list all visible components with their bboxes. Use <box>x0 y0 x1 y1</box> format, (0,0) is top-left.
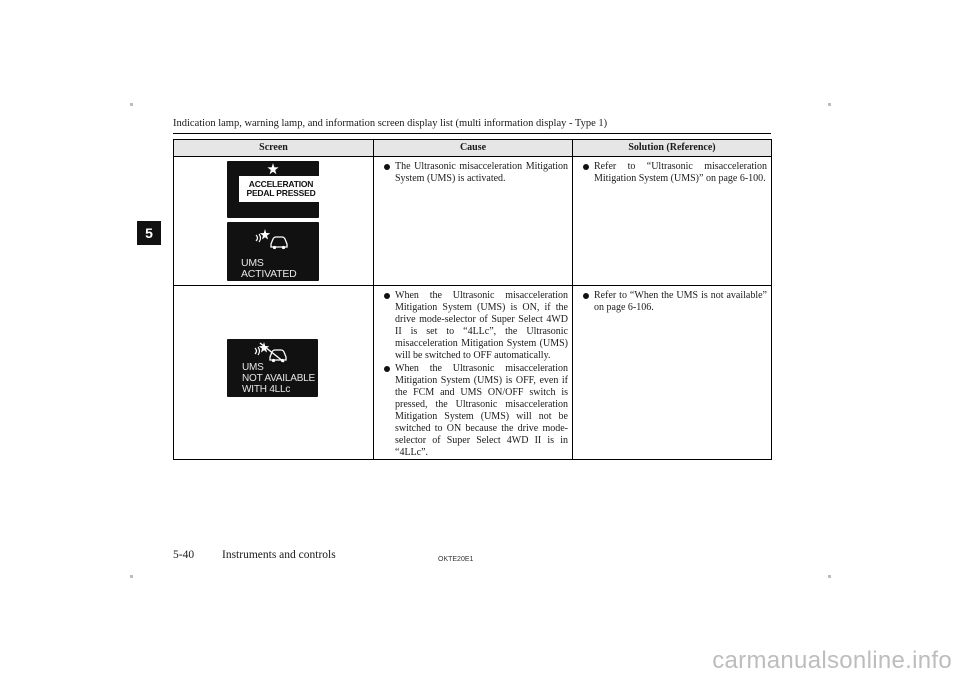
solution-cell <box>573 286 772 460</box>
screen-image-ums-activated <box>227 222 319 281</box>
cause-item: When the Ultrasonic misacceleration Mitigation System (UMS) is OFF, even if the FCM and UMS ON/OFF switch is pressed, the Ultrasonic misacceleration Mitigation System (UMS) will not be switched to ON because the drive mode-selector of Super Select 4WD II is in “4LLc”. <box>378 363 568 460</box>
ums-activated-icon <box>255 228 289 250</box>
screen-cell <box>174 286 374 460</box>
solution-cell <box>573 157 772 286</box>
table-header-row <box>174 140 772 157</box>
solution-list <box>573 286 771 314</box>
column-header-cause: Cause <box>374 140 573 157</box>
cause-cell <box>374 286 573 460</box>
table-row <box>174 286 772 460</box>
crop-mark <box>828 103 831 106</box>
ums-warning-icon <box>263 163 283 176</box>
page-number: 5-40 <box>173 549 195 561</box>
ums-activated-text: UMS ACTIVATED <box>241 257 297 280</box>
ums-line-1: UMS <box>242 362 264 373</box>
cause-list <box>374 286 572 459</box>
solution-list <box>573 157 771 185</box>
solution-item: Refer to “Ultrasonic misacceleration Mitigation System (UMS)” on page 6-100. <box>577 161 767 185</box>
cause-list <box>374 157 572 185</box>
watermark: carmanualsonline.info <box>712 647 952 674</box>
panel-line-1: ACCELERATION <box>248 179 314 189</box>
table-row <box>174 157 772 286</box>
solution-item: Refer to “When the UMS is not available” on page 6-106. <box>577 290 767 314</box>
display-list-table <box>173 139 772 460</box>
column-header-solution: Solution (Reference) <box>573 140 772 157</box>
document-code: OKTE20E1 <box>438 556 474 563</box>
cause-cell <box>374 157 573 286</box>
cause-item: The Ultrasonic misacceleration Mitigation System (UMS) is activated. <box>378 161 568 185</box>
panel-line-2: PEDAL PRESSED <box>246 188 316 198</box>
screen-image-acceleration-pedal <box>227 161 319 218</box>
crop-mark <box>130 103 133 106</box>
screen-image-ums-not-available <box>227 339 318 397</box>
column-header-screen: Screen <box>174 140 374 157</box>
crop-mark <box>130 575 133 578</box>
section-name: Instruments and controls <box>222 549 336 561</box>
cause-item: When the Ultrasonic misacceleration Mitigation System (UMS) is ON, if the drive mode-selector of Super Select 4WD II is set to “4LLc”, the Ultrasonic misacceleration Mitigation System (UMS) will be switched to OFF automatically. <box>378 290 568 363</box>
screen-cell <box>174 157 374 286</box>
ums-line-2: NOT AVAILABLE <box>242 373 315 384</box>
header-rule <box>173 133 771 134</box>
crop-mark <box>828 575 831 578</box>
acceleration-pedal-panel <box>239 176 323 202</box>
chapter-tab: 5 <box>137 221 161 245</box>
ums-line-3: WITH 4LLc <box>242 384 291 395</box>
page-header: Indication lamp, warning lamp, and information screen display list (multi information display - Type 1) <box>173 118 608 129</box>
ums-unavailable-icon <box>254 341 288 363</box>
